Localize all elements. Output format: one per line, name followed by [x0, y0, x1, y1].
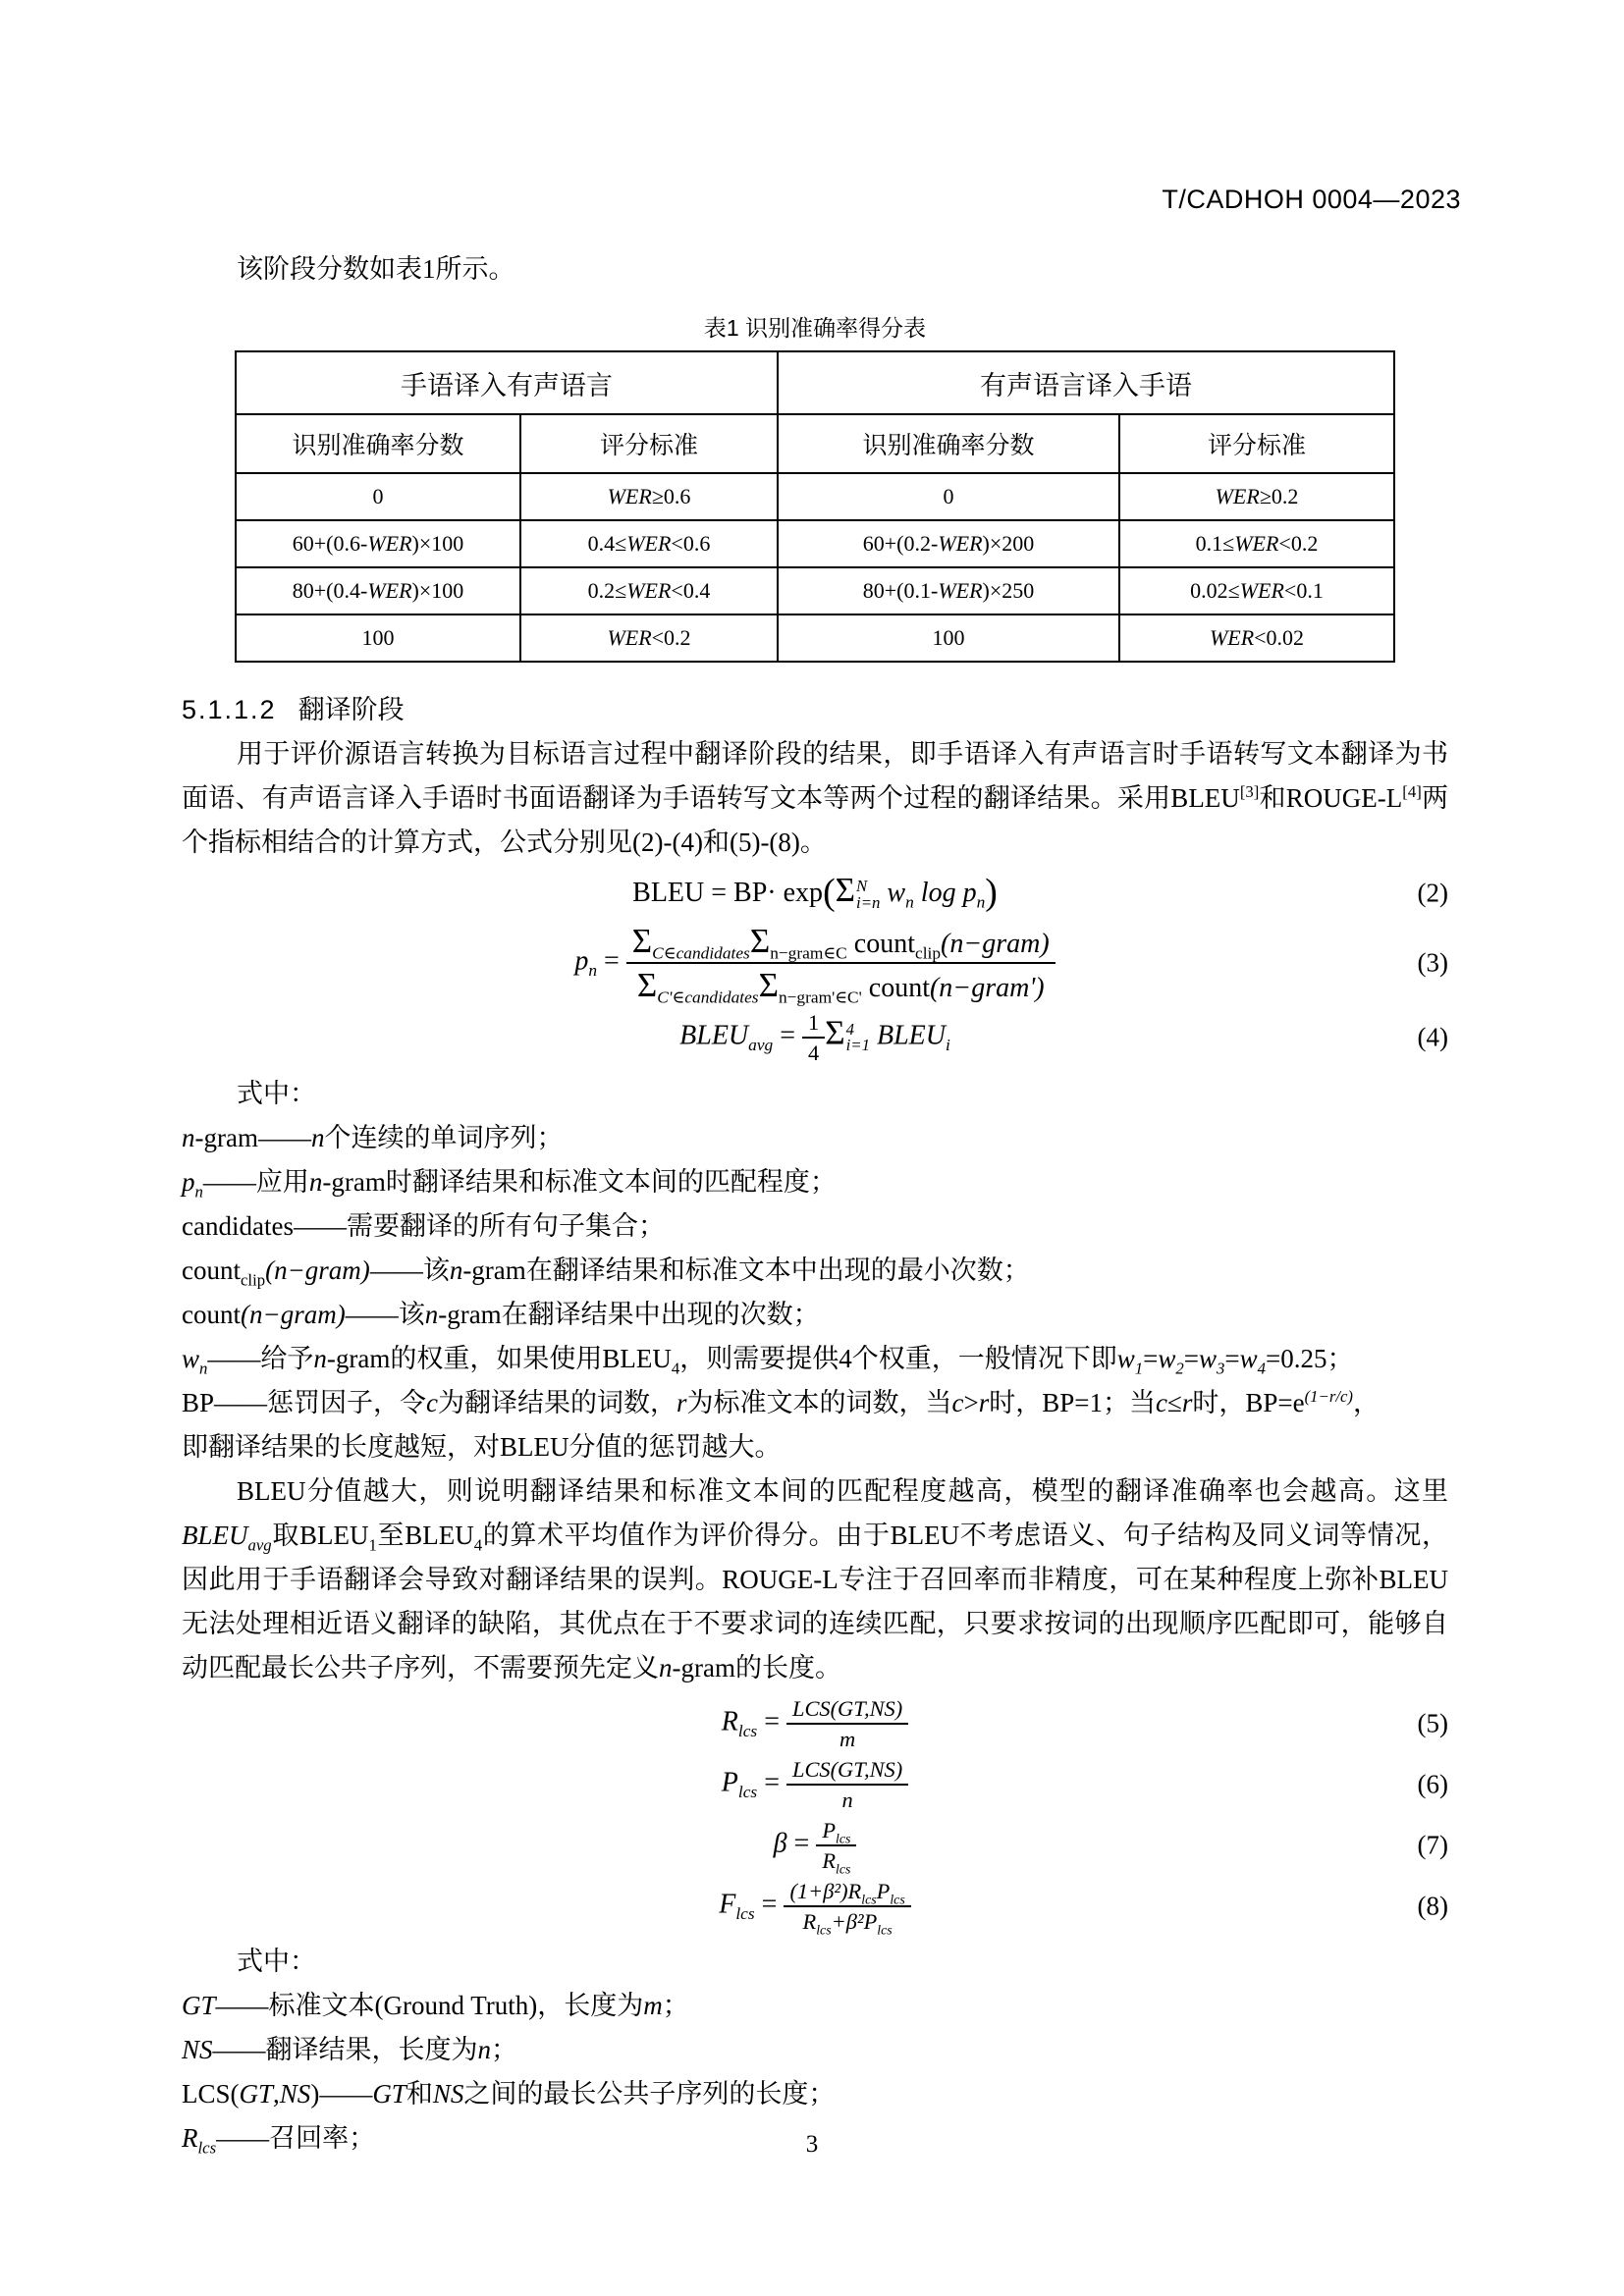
- formula-2-paren-close: ): [985, 872, 998, 914]
- bp-cond-r-2: r: [1181, 1387, 1193, 1417]
- formula-2-paren-open: (: [823, 872, 836, 914]
- description-middle: 和: [406, 2079, 433, 2109]
- definition-dash: ——: [215, 1991, 269, 2021]
- cell-right-criterion: [1119, 567, 1394, 614]
- formula-4-numerator: 1: [802, 1010, 825, 1039]
- definition-item-candidates: [182, 1204, 1448, 1249]
- definition-item-count: [182, 1293, 1448, 1337]
- definition-item-count-clip: [182, 1249, 1448, 1293]
- cell-left-criterion: [520, 520, 778, 567]
- formula-8-den-part1: R: [802, 1909, 817, 1935]
- definition-prefix: ——给予: [207, 1343, 314, 1373]
- formula-3-num-sum2: Σ: [749, 922, 771, 960]
- formula-2-p: p: [962, 878, 977, 908]
- definition-item-ns: [182, 2028, 1448, 2072]
- eq-2: =: [1183, 1343, 1199, 1373]
- cell-right-score: [778, 567, 1119, 614]
- formula-7-num-subscript: lcs: [836, 1832, 851, 1847]
- formula-8-num-part1: (1+β²)R: [789, 1879, 862, 1904]
- formula-8-body: [182, 1879, 1448, 1939]
- term-paren-open: (: [230, 2079, 240, 2109]
- bp-gt: >: [963, 1387, 979, 1417]
- formula-5-body: [182, 1696, 1448, 1751]
- cell-right-score: 0: [778, 473, 1119, 520]
- formula-4-denominator: 4: [808, 1041, 820, 1066]
- criterion-variable: WER: [607, 484, 652, 508]
- formula-7-lhs: β: [773, 1828, 787, 1859]
- page-number: 3: [805, 2131, 819, 2158]
- term-subscript: lcs: [197, 2138, 217, 2158]
- formula-3-lhs: p: [574, 945, 589, 977]
- formula-8-denominator: [784, 1907, 910, 1939]
- formula-3-den-sum2: Σ: [758, 966, 779, 1005]
- table-header: [236, 351, 1394, 473]
- cell-left-score: [236, 520, 520, 567]
- term-lcs: LCS: [182, 2079, 231, 2109]
- description-prefix: 该: [422, 1255, 450, 1285]
- table-row: [236, 567, 1394, 614]
- formula-6-lhs-subscript: lcs: [737, 1782, 758, 1801]
- formula-3-den-sum1-sub: C'∈candidates: [657, 988, 759, 1007]
- criterion-upper: <0.1: [1283, 578, 1324, 603]
- formula-3-numerator: [626, 922, 1056, 964]
- formula-4-fraction: [802, 1010, 825, 1065]
- cell-right-score: [778, 520, 1119, 567]
- table-group-header-left: 手语译入有声语言: [236, 351, 778, 414]
- cell-left-criterion: [520, 567, 778, 614]
- section-heading: [182, 688, 1448, 726]
- description-text: 标准文本(Ground Truth)，长度为: [268, 1991, 644, 2021]
- table-row: [236, 473, 1394, 520]
- formula-5-row: [182, 1696, 1448, 1751]
- formula-8-fraction: [784, 1879, 910, 1939]
- formula-4-sum-lower: i=1: [845, 1036, 870, 1055]
- description-text: -gram时翻译结果和标准文本间的匹配程度；: [322, 1166, 837, 1197]
- criterion-variable: WER: [626, 531, 672, 556]
- table-col-header-right-criterion: 评分标准: [1119, 414, 1394, 473]
- term-variable: p: [182, 1166, 195, 1197]
- definition-dash: ——: [202, 1166, 256, 1197]
- bleu-1-sub: 1: [368, 1534, 377, 1554]
- score-formula-prefix: 80+(0.4-: [292, 578, 368, 603]
- definition-dash: ——: [216, 2123, 270, 2154]
- term-argument: (n−gram): [241, 1299, 346, 1329]
- score-formula-suffix: )×100: [411, 531, 464, 556]
- table-row: [236, 520, 1394, 567]
- formula-6-denominator: n: [841, 1787, 853, 1812]
- criterion-upper: <0.2: [1278, 531, 1319, 556]
- score-formula-suffix: )×250: [982, 578, 1035, 603]
- formula-3-fraction: [626, 922, 1056, 1007]
- cell-left-criterion: [520, 614, 778, 662]
- table-group-header-right: 有声语言译入手语: [778, 351, 1394, 414]
- weight-w4-sub: 4: [1257, 1358, 1266, 1377]
- table-body: [236, 473, 1394, 662]
- criterion-range: ≥0.6: [651, 484, 691, 508]
- criterion-variable: WER: [1234, 531, 1279, 556]
- bp-prefix: BP——惩罚因子，令: [182, 1387, 427, 1417]
- criterion-upper: <0.4: [671, 578, 711, 603]
- weight-w2-sub: 2: [1175, 1358, 1184, 1377]
- description-text: 翻译结果，长度为: [265, 2035, 478, 2065]
- formula-7-denominator: [816, 1846, 856, 1878]
- formula-4-equals: =: [780, 1020, 796, 1051]
- description-end: ；: [662, 1991, 689, 2021]
- description-variable: n: [449, 1255, 463, 1285]
- discussion-bleu-avg: BLEU: [182, 1520, 248, 1550]
- document-content: [182, 247, 1448, 2161]
- criterion-variable: WER: [626, 578, 672, 603]
- description-variable-1: GT: [372, 2079, 406, 2109]
- formula-4-number: (4): [1417, 1022, 1448, 1052]
- formula-2-p-subscript: n: [976, 892, 986, 912]
- bp-cond-r-1: r: [978, 1387, 990, 1417]
- lead-paragraph: 该阶段分数如表1所示。: [237, 254, 515, 284]
- formula-7-fraction: [816, 1817, 856, 1878]
- weight-w1-sub: 1: [1134, 1358, 1144, 1377]
- description-prefix: 该: [398, 1299, 425, 1329]
- description-end: 召回率；: [269, 2123, 376, 2154]
- formula-2-body: [182, 871, 1448, 914]
- formula-5-number: (5): [1417, 1708, 1448, 1738]
- description-text: -gram在翻译结果和标准文本中出现的最小次数；: [462, 1255, 1030, 1285]
- formula-6-row: [182, 1757, 1448, 1812]
- body-text-part-2: 和ROUGE-L: [1259, 783, 1403, 813]
- formula-6-number: (6): [1417, 1769, 1448, 1799]
- score-formula-prefix: 80+(0.1-: [862, 578, 939, 603]
- recognition-accuracy-score-table: [235, 350, 1395, 663]
- criterion-variable: WER: [1239, 578, 1284, 603]
- reference-marker-4: [4]: [1402, 782, 1422, 801]
- formula-8-den-sub2: lcs: [877, 1923, 893, 1939]
- section-number: 5.1.1.2: [182, 695, 277, 724]
- criterion-lower: 0.4≤: [587, 531, 627, 556]
- term-variable: w: [182, 1343, 200, 1373]
- formula-4-lhs: BLEU: [679, 1020, 749, 1051]
- score-formula-suffix: )×200: [982, 531, 1035, 556]
- formula-6-fraction: [786, 1757, 908, 1812]
- formula-5-numerator: LCS(GT,NS): [786, 1696, 908, 1725]
- term-ns: NS: [279, 2079, 311, 2109]
- score-variable: WER: [938, 531, 983, 556]
- cell-left-criterion: [520, 473, 778, 520]
- formula-5-lhs-subscript: lcs: [737, 1721, 758, 1740]
- definition-item-n-gram: [182, 1116, 1448, 1160]
- term-variable: GT: [182, 1991, 216, 2021]
- description-end: =0.25；: [1266, 1343, 1354, 1373]
- table-col-header-left-score: 识别准确率分数: [236, 414, 520, 473]
- discussion-text-part-3: 至BLEU: [376, 1520, 474, 1550]
- page-header-standard-code: T/CADHOH 0004—2023: [1162, 185, 1461, 214]
- bp-text-1: 为翻译结果的词数，: [438, 1387, 677, 1417]
- score-formula-prefix: 60+(0.2-: [862, 531, 939, 556]
- definitions-1-label: 式中：: [237, 1078, 316, 1108]
- criterion-range: ≥0.2: [1259, 484, 1299, 508]
- term-rest: count: [182, 1255, 241, 1285]
- criterion-variable: WER: [607, 625, 652, 650]
- formula-8-lhs-subscript: lcs: [735, 1904, 755, 1924]
- formula-3-num-count: count: [853, 929, 915, 959]
- eq-1: =: [1143, 1343, 1159, 1373]
- term-subscript: clip: [241, 1269, 266, 1289]
- discussion-n-variable: n: [659, 1652, 673, 1682]
- formula-2-exp: exp: [783, 878, 824, 908]
- description-text: 需要翻译的所有句子集合；: [346, 1210, 665, 1241]
- formula-8-number: (8): [1417, 1891, 1448, 1921]
- formula-7-numerator: [816, 1818, 856, 1846]
- definition-item-pn: [182, 1160, 1448, 1204]
- score-variable: WER: [938, 578, 983, 603]
- formula-5-lhs: R: [721, 1706, 738, 1737]
- bp-text-3: 时，BP=1；当: [989, 1387, 1157, 1417]
- criterion-variable: WER: [1215, 484, 1260, 508]
- formula-8-equals: =: [761, 1889, 778, 1920]
- table-caption: 表1 识别准确率得分表: [703, 315, 927, 341]
- bp-le: ≤: [1167, 1387, 1182, 1417]
- definition-dash: ——: [369, 1255, 423, 1285]
- description-variable: n: [310, 1122, 325, 1152]
- bleu-4-sub: 4: [473, 1534, 483, 1554]
- formula-2-equals: =: [711, 878, 728, 908]
- definition-item-wn: [182, 1337, 1448, 1381]
- formula-4-lhs-subscript: avg: [748, 1036, 774, 1055]
- score-variable: WER: [367, 578, 412, 603]
- definition-item-gt: [182, 1984, 1448, 2028]
- section-body-paragraph: [182, 732, 1448, 865]
- formula-7-equals: =: [793, 1828, 810, 1859]
- formula-4-body: [182, 1010, 1448, 1065]
- term-paren-close: ): [310, 2079, 320, 2109]
- formula-8-num-sub2: lcs: [890, 1893, 905, 1908]
- term-rest: -gram: [194, 1122, 258, 1152]
- term-subscript: n: [199, 1358, 208, 1377]
- formula-6-body: [182, 1757, 1448, 1812]
- bp-text-end: ，: [1353, 1387, 1380, 1417]
- formula-3-lhs-subscript: n: [588, 961, 597, 981]
- definition-dash: ——: [319, 2079, 373, 2109]
- score-formula-suffix: )×100: [411, 578, 464, 603]
- formula-2-number: (2): [1417, 878, 1448, 908]
- bp-text-2: 为标准文本的词数，当: [686, 1387, 952, 1417]
- discussion-text-part-5: -gram的长度。: [672, 1652, 841, 1682]
- bp-cond-c-2: c: [1156, 1387, 1168, 1417]
- formula-8-lhs: F: [719, 1889, 736, 1920]
- score-variable: WER: [367, 531, 412, 556]
- weight-w1: w: [1116, 1343, 1135, 1373]
- bp-text-4: 时，BP=e: [1192, 1387, 1305, 1417]
- criterion-upper: <0.6: [671, 531, 711, 556]
- table-col-header-left-criterion: 评分标准: [520, 414, 778, 473]
- table-row: [236, 614, 1394, 662]
- formula-2-weight: w: [887, 878, 906, 908]
- weight-w2: w: [1158, 1343, 1176, 1373]
- formula-7-num-symbol: P: [822, 1817, 836, 1842]
- discussion-bleu-avg-sub: avg: [247, 1534, 272, 1554]
- formula-3-denominator: [626, 964, 1056, 1007]
- term-comma: ,: [273, 2079, 280, 2109]
- bp-var-c: c: [426, 1387, 439, 1417]
- term-rest: candidates: [182, 1210, 294, 1241]
- formula-2-log: log: [920, 878, 956, 908]
- definition-dash: ——: [212, 2035, 266, 2065]
- formula-8-den-part2: +β²P: [831, 1909, 878, 1935]
- weight-w4: w: [1239, 1343, 1258, 1373]
- discussion-paragraph: [182, 1469, 1448, 1690]
- bp-cond-c-1: c: [951, 1387, 964, 1417]
- score-formula-prefix: 60+(0.6-: [292, 531, 368, 556]
- weight-w3: w: [1198, 1343, 1217, 1373]
- weight-w3-sub: 3: [1217, 1358, 1225, 1377]
- formula-8-row: [182, 1879, 1448, 1939]
- cell-right-criterion: [1119, 473, 1394, 520]
- body-text-part-1: 用于评价源语言转换为目标语言过程中翻译阶段的结果，即手语译入有声语言时手语转写文本翻译为书面语、有声语言译入手语时书面语翻译为手语转写文本等两个过程的翻译结果。采用BLEU: [182, 739, 1448, 813]
- bp-var-r: r: [677, 1387, 687, 1417]
- description-end: ；: [491, 2035, 518, 2065]
- reference-marker-3: [3]: [1239, 782, 1260, 801]
- criterion-range: <0.02: [1254, 625, 1305, 650]
- description-variable: m: [643, 1991, 663, 2021]
- criterion-lower: 0.2≤: [587, 578, 627, 603]
- formula-8-numerator: [784, 1879, 910, 1907]
- table-sub-header-row: [236, 414, 1394, 473]
- formula-3-den-arg: (n−gram'): [929, 973, 1045, 1004]
- discussion-text-part-2: 取BLEU: [271, 1520, 369, 1550]
- definition-item-bp: [182, 1381, 1448, 1425]
- definitions-2-label: 式中：: [237, 1947, 316, 1977]
- term-gt: GT: [239, 2079, 274, 2109]
- formula-5-denominator: m: [839, 1726, 856, 1751]
- formula-7-number: (7): [1417, 1830, 1448, 1860]
- term-variable: NS: [182, 2035, 213, 2065]
- term-rest: count: [182, 1299, 241, 1329]
- description-variable: n: [424, 1299, 439, 1329]
- discussion-text-part-1: BLEU分值越大，则说明翻译结果和标准文本间的匹配程度越高，模型的翻译准确率也会越高。这里: [237, 1475, 1448, 1506]
- formula-5-fraction: [786, 1696, 908, 1751]
- formula-3-num-sum2-sub: n−gram∈C: [770, 943, 847, 963]
- definition-dash: ——: [257, 1122, 311, 1152]
- table-col-header-right-score: 识别准确率分数: [778, 414, 1119, 473]
- section-title: 翻译阶段: [298, 695, 405, 724]
- formula-2-weight-subscript: n: [905, 892, 914, 912]
- formula-4-term-subscript: i: [946, 1036, 950, 1055]
- cell-right-score: 100: [778, 614, 1119, 662]
- formula-2-sum-upper: N: [856, 876, 868, 895]
- formula-7-den-subscript: lcs: [836, 1862, 851, 1878]
- formula-4-row: [182, 1010, 1448, 1065]
- description-variable: n: [477, 2035, 492, 2065]
- bleu-subscript: 4: [671, 1358, 680, 1377]
- formula-2-sum-symbol: Σ: [835, 871, 856, 909]
- formula-5-equals: =: [764, 1706, 780, 1737]
- definition-dash: ——: [293, 1210, 347, 1241]
- eq-3: =: [1224, 1343, 1240, 1373]
- definition-item-lcs: [182, 2072, 1448, 2116]
- discussion-text-part-4: 的算术平均值作为评价得分。由于BLEU不考虑语义、句子结构及同义词等情况，因此用于手语翻译会导致对翻译结果的误判。ROUGE-L专注于召回率而非精度，可在某种程度上弥补BLEU无法处理相近语义翻译的缺陷，其优点在于不要求词的连续匹配，只要求按词的出现顺序匹配即可，能够自动匹配最长公共子序列，不需要预先定义: [182, 1520, 1449, 1682]
- formula-3-number: (3): [1417, 947, 1448, 978]
- criterion-variable: WER: [1209, 625, 1255, 650]
- formula-4-sum-upper: 4: [845, 1019, 854, 1039]
- formula-6-equals: =: [764, 1767, 780, 1798]
- formula-3-body: [182, 922, 1448, 1007]
- description-text-2: ，则需要提供4个权重，一般情况下即: [679, 1343, 1117, 1373]
- cell-left-score: [236, 567, 520, 614]
- formula-3-den-sum1: Σ: [636, 966, 658, 1005]
- cell-right-criterion: [1119, 520, 1394, 567]
- formula-3-num-sum1: Σ: [631, 922, 653, 960]
- formula-3-den-sum2-sub: n−gram'∈C': [778, 988, 862, 1007]
- definition-dash: ——: [345, 1299, 399, 1329]
- description-variable: n: [313, 1343, 327, 1373]
- formula-2-bp: BP: [733, 878, 768, 908]
- formula-3-num-count-sub: clip: [914, 943, 942, 963]
- formula-8-den-sub1: lcs: [816, 1923, 832, 1939]
- formula-4-sum-symbol: Σ: [825, 1013, 845, 1052]
- formula-8-num-sub1: lcs: [861, 1893, 877, 1908]
- formula-2-dot: ·: [767, 878, 777, 908]
- description-text: 个连续的单词序列；: [324, 1122, 564, 1152]
- bp-exponent: (1−r/c): [1304, 1386, 1354, 1406]
- formula-4-sum-limits: [845, 1019, 870, 1055]
- cell-right-criterion: [1119, 614, 1394, 662]
- formula-7-body: [182, 1817, 1448, 1878]
- formula-6-numerator: LCS(GT,NS): [786, 1757, 908, 1786]
- description-end: 之间的最长公共子序列的长度；: [463, 2079, 836, 2109]
- description-variable-2: NS: [432, 2079, 464, 2109]
- formula-7-row: [182, 1817, 1448, 1878]
- formula-2-row: [182, 871, 1448, 916]
- formula-3-row: [182, 922, 1448, 1007]
- body-text-part-3: 两个指标相结合的计算方式，公式分别见(2)-(4)和(5)-(8)。: [182, 783, 1449, 857]
- criterion-lower: 0.02≤: [1190, 578, 1240, 603]
- term-variable: R: [182, 2123, 198, 2154]
- bp-continuation-paragraph: 即翻译结果的长度越短，对BLEU分值的惩罚越大。: [182, 1431, 782, 1462]
- formula-2-sum-limits: [856, 876, 881, 912]
- table-group-header-row: [236, 351, 1394, 414]
- criterion-range: <0.2: [651, 625, 691, 650]
- description-text: -gram在翻译结果中出现的次数；: [438, 1299, 820, 1329]
- formula-3-den-count: count: [868, 973, 930, 1004]
- formula-3-num-arg: (n−gram): [941, 929, 1050, 959]
- formula-7-den-symbol: R: [822, 1848, 836, 1874]
- formula-6-lhs: P: [721, 1767, 738, 1798]
- formula-3-equals: =: [604, 945, 620, 977]
- formula-4-term: BLEU: [877, 1020, 946, 1051]
- term-variable: n: [182, 1122, 195, 1152]
- criterion-lower: 0.1≤: [1195, 531, 1235, 556]
- description-variable: n: [308, 1166, 323, 1197]
- formula-2-sum-lower: i=n: [856, 892, 881, 912]
- cell-left-score: 0: [236, 473, 520, 520]
- description-text: -gram的权重，如果使用BLEU: [326, 1343, 672, 1373]
- cell-left-score: 100: [236, 614, 520, 662]
- formula-3-num-sum1-sub: C∈candidates: [652, 943, 750, 963]
- term-subscript: n: [194, 1181, 203, 1201]
- description-prefix: 应用: [255, 1166, 309, 1197]
- term-argument: (n−gram): [265, 1255, 370, 1285]
- formula-8-num-part2: P: [876, 1879, 891, 1904]
- formula-2-lhs: BLEU: [632, 878, 705, 908]
